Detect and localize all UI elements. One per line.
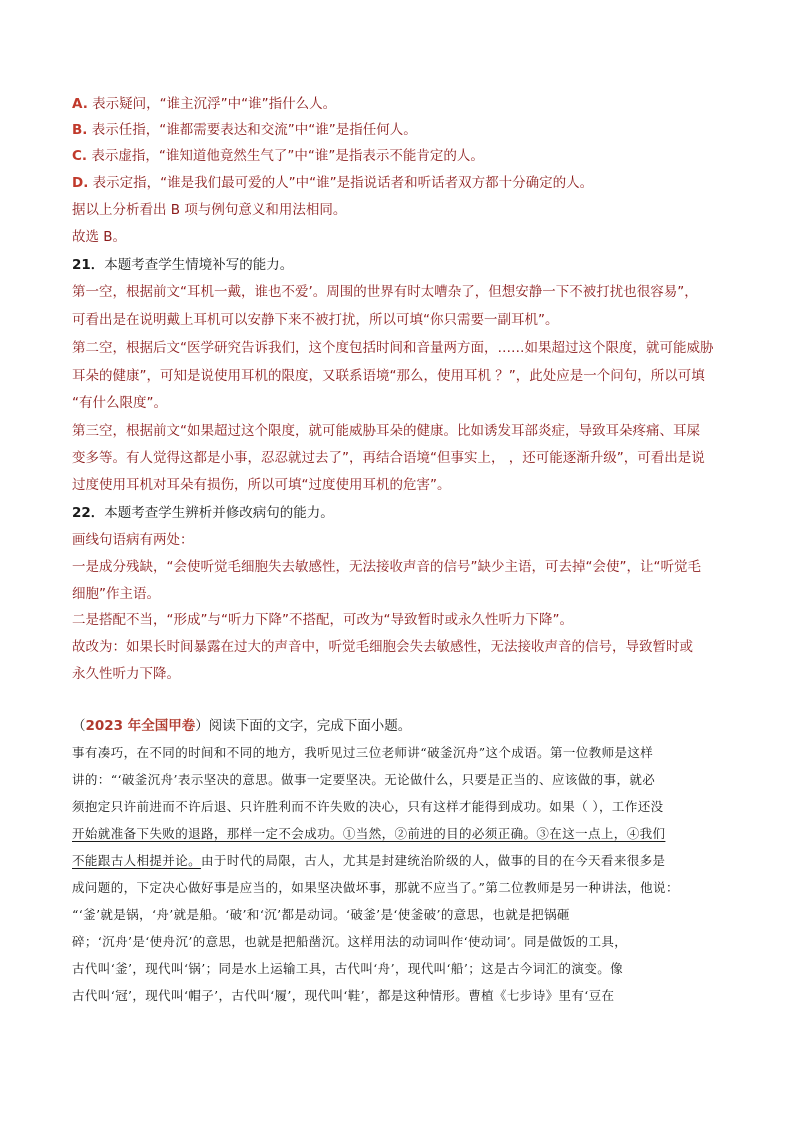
q22-line: 故改为：如果长时间暴露在过大的声音中，听觉毛细胞会失去敏感性，无法接收声音的信号，导致暂时或 xyxy=(72,639,693,655)
passage-line: 古代叫‘冠’，现代叫‘帽子’，古代叫‘履’，现代叫‘鞋’，都是这种情形。曹植《七步诗》里有‘豆在 xyxy=(72,988,615,1003)
option-label: C. xyxy=(72,148,88,164)
option-c xyxy=(72,146,732,166)
reading-header xyxy=(72,716,732,736)
q21-line: 耳朵的健康”，可知是说使用耳机的限度，又联系语境“那么，使用耳机 ？”，此处应是一个问句，所以可填 xyxy=(72,368,705,384)
option-label: A. xyxy=(72,96,88,112)
answer-line: 故选 B。 xyxy=(72,229,127,245)
reading-instruction: 阅读下面的文字，完成下面小题。 xyxy=(208,718,412,734)
q22-line: 细胞”作主语。 xyxy=(72,586,160,602)
analysis-summary: 据以上分析看出 B 项与例句意义和用法相同。 xyxy=(72,202,347,218)
option-text: 表示定指，“谁是我们最可爱的人”中“谁”是指说话者和听话者双方都十分确定的人。 xyxy=(92,175,594,191)
passage-line: 碎；‘沉舟’是‘使舟沉’的意思，也就是把船凿沉。这样用法的动词叫作‘使动词’。同是做饭的工具， xyxy=(72,934,628,949)
question-title: 本题考查学生辨析并修改病句的能力。 xyxy=(104,505,334,521)
q21-line: 变多等。有人觉得这都是小事，忍忍就过去了”，再结合语境“但事实上， ，还可能逐渐升级”，可看出是说 xyxy=(72,450,705,466)
q21-line: 第一空，根据前文“耳机一戴，谁也不爱’。周围的世界有时太嘈杂了，但想安静一下不被打扰也很容易”， xyxy=(72,284,698,300)
q22-line: 一是成分残缺，“会使听觉毛细胞失去敏感性，无法接收声音的信号”缺少主语，可去掉“会使”，让“听觉毛 xyxy=(72,559,701,575)
q21-line: 可看出是在说明戴上耳机可以安静下来不被打扰，所以可填“你只需要一副耳机”。 xyxy=(72,312,559,328)
passage-line: 事有凑巧，在不同的时间和不同的地方，我听见过三位老师讲“破釜沉舟”这个成语。第一位教师是这样 xyxy=(72,745,654,760)
passage-line-partial-underline xyxy=(72,851,732,871)
q21-line: “有什么限度”。 xyxy=(72,395,167,411)
passage-line: 讲的：“‘破釜沉舟’表示坚决的意思。做事一定要坚决。无论做什么，只要是正当的、应该做的事，就必 xyxy=(72,772,656,787)
passage-line-underlined: 开始就准备下失败的退路，那样一定不会成功。①当然，②前进的目的必须正确。③在这一点上，④我们 xyxy=(72,826,666,841)
q22-line: 二是搭配不当，“形成”与“听力下降”不搭配，可改为“导致暂时或永久性听力下降”。 xyxy=(72,612,573,628)
q22-heading xyxy=(72,503,732,523)
underlined-sentence: 不能跟古人相提并论。 xyxy=(72,853,202,868)
question-number: 22． xyxy=(72,505,105,521)
option-text: 表示虚指，“谁知道他竟然生气了”中“谁”是指表示不能肯定的人。 xyxy=(91,148,484,164)
source-close-paren: ） xyxy=(195,718,209,734)
option-d xyxy=(72,173,732,193)
q22-line: 永久性听力下降。 xyxy=(72,666,180,682)
q21-line: 第三空，根据前文“如果超过这个限度，就可能威胁耳朵的健康。比如诱发耳部炎症，导致耳朵疼痛、耳屎 xyxy=(72,423,700,439)
question-number: 21． xyxy=(72,257,105,273)
option-a xyxy=(72,94,732,114)
passage-line: 古代叫‘釜’，现代叫‘锅’；同是水上运输工具，古代叫‘舟’，现代叫‘船’；这是古今词汇的演变。像 xyxy=(72,961,623,976)
reading-source: 2023 年全国甲卷 xyxy=(85,718,196,734)
source-open-paren: （ xyxy=(72,718,86,734)
option-text: 表示疑问，“谁主沉浮”中“谁”指什么人。 xyxy=(92,96,337,112)
option-label: D. xyxy=(72,175,89,191)
passage-text: 由于时代的局限，古人，尤其是封建统治阶级的人，做事的目的在今天看来很多是 xyxy=(201,853,666,868)
option-b xyxy=(72,120,732,140)
q21-line: 第二空，根据后文“医学研究告诉我们，这个度包括时间和音量两方面，……如果超过这个限度，就可能威胁 xyxy=(72,340,714,356)
q22-line: 画线句语病有两处： xyxy=(72,532,194,548)
passage-line: “‘釜’就是锅，‘舟’就是船。‘破’和‘沉’都是动词。‘破釜’是‘使釜破’的意思，也就是把锅砸 xyxy=(72,907,570,922)
option-label: B. xyxy=(72,122,88,138)
q21-line: 过度使用耳机对耳朵有损伤，所以可填“过度使用耳机的危害”。 xyxy=(72,477,451,493)
passage-line: 须抱定只许前进而不许后退、只许胜利而不许失败的决心，只有这样才能得到成功。如果（ ），工作还没 xyxy=(72,799,664,814)
question-title: 本题考查学生情境补写的能力。 xyxy=(104,257,294,273)
passage-line: 成问题的，下定决心做好事是应当的，如果坚决做坏事，那就不应当了。”第二位教师是另一种讲法，他说： xyxy=(72,880,679,895)
option-text: 表示任指，“谁都需要表达和交流”中“谁”是指任何人。 xyxy=(91,122,417,138)
q21-heading xyxy=(72,255,732,275)
